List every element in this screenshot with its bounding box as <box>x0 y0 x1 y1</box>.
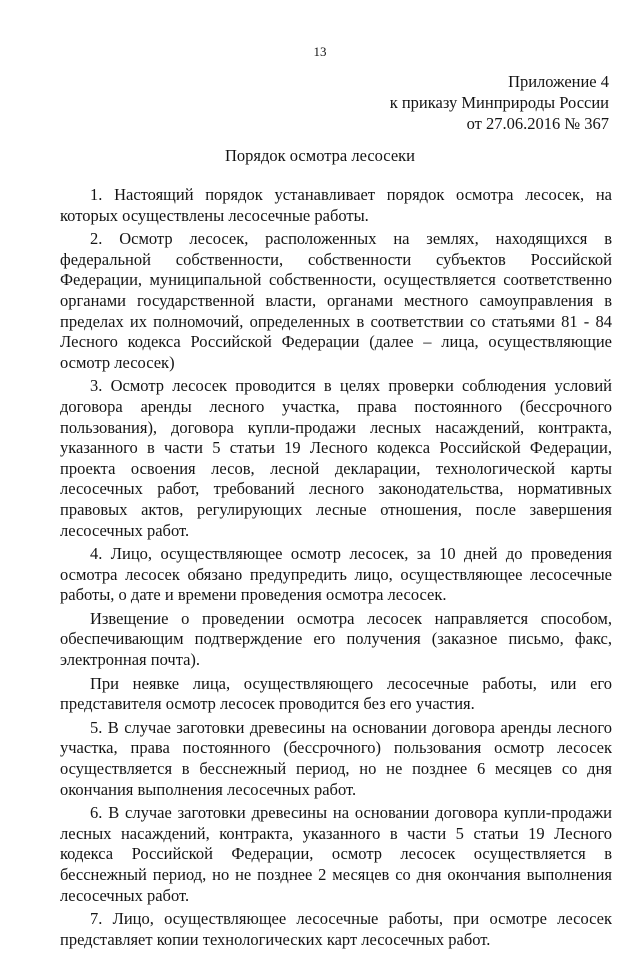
paragraph-3: 3. Осмотр лесосек проводится в целях проверки соблюдения условий договора аренды лесного участка, права постоянного (бессрочного пользования), договора купли-продажи лесных насаждений, контракта, указанного в части 5 статьи 19 Лесного кодекса Российской Федерации, проекта освоения лесов, лесной декларации, технологической карты лесосечных работ, требований лесного законодательства, нормативных правовых актов, регулирующих лесные отношения, после завершения лесосечных работ. <box>60 376 612 540</box>
appendix-number: Приложение 4 <box>508 72 609 91</box>
paragraph-notice: Извещение о проведении осмотра лесосек направляется способом, обеспечивающим подтверждение его получения (заказное письмо, факс, электронная почта). <box>60 608 612 670</box>
paragraph-4: 4. Лицо, осуществляющее осмотр лесосек, за 10 дней до проведения осмотра лесосек обязано предупредить лицо, осуществляющее лесосечные работы, о дате и времени проведения осмотра лесосек. <box>60 544 612 605</box>
appendix-order-date: от 27.06.2016 № 367 <box>466 114 609 133</box>
appendix-header <box>390 71 609 134</box>
appendix-order-reference: к приказу Минприроды России <box>389 93 609 112</box>
paragraph-6: 6. В случае заготовки древесины на основании договора купли-продажи лесных насаждений, контракта, указанного в части 5 статьи 19 Лесного кодекса Российской Федерации, осмотр лесосек осуществляется в бесснежный период, но не позднее 2 месяцев со дня окончания выполнения лесосечных работ. <box>60 803 612 905</box>
paragraph-2: 2. Осмотр лесосек, расположенных на землях, находящихся в федеральной собственности, собственности субъектов Российской Федерации, муниципальной собственности, осуществляется соответственно органами государственной власти, органами местного самоуправления в пределах их полномочий, определенных в соответствии со статьями 81 - 84 Лесного кодекса Российской Федерации (далее – лица, осуществляющие осмотр лесосек) <box>60 229 612 372</box>
paragraph-1: 1. Настоящий порядок устанавливает порядок осмотра лесосек, на которых осуществлены лесосечные работы. <box>60 185 612 225</box>
document-title: Порядок осмотра лесосеки <box>224 146 415 165</box>
paragraph-absence: При неявке лица, осуществляющего лесосечные работы, или его представителя осмотр лесосек проводится без его участия. <box>60 673 612 714</box>
paragraph-5: 5. В случае заготовки древесины на основании договора аренды лесного участка, права постоянного (бессрочного) пользования осмотр лесосек осуществляется в бесснежный период, но не позднее 6 месяцев со дня окончания выполнения лесосечных работ. <box>60 717 612 799</box>
page-number: 13 <box>313 44 327 59</box>
document-body <box>60 185 612 953</box>
paragraph-7: 7. Лицо, осуществляющее лесосечные работы, при осмотре лесосек представляет копии технологических карт лесосечных работ. <box>60 909 612 949</box>
